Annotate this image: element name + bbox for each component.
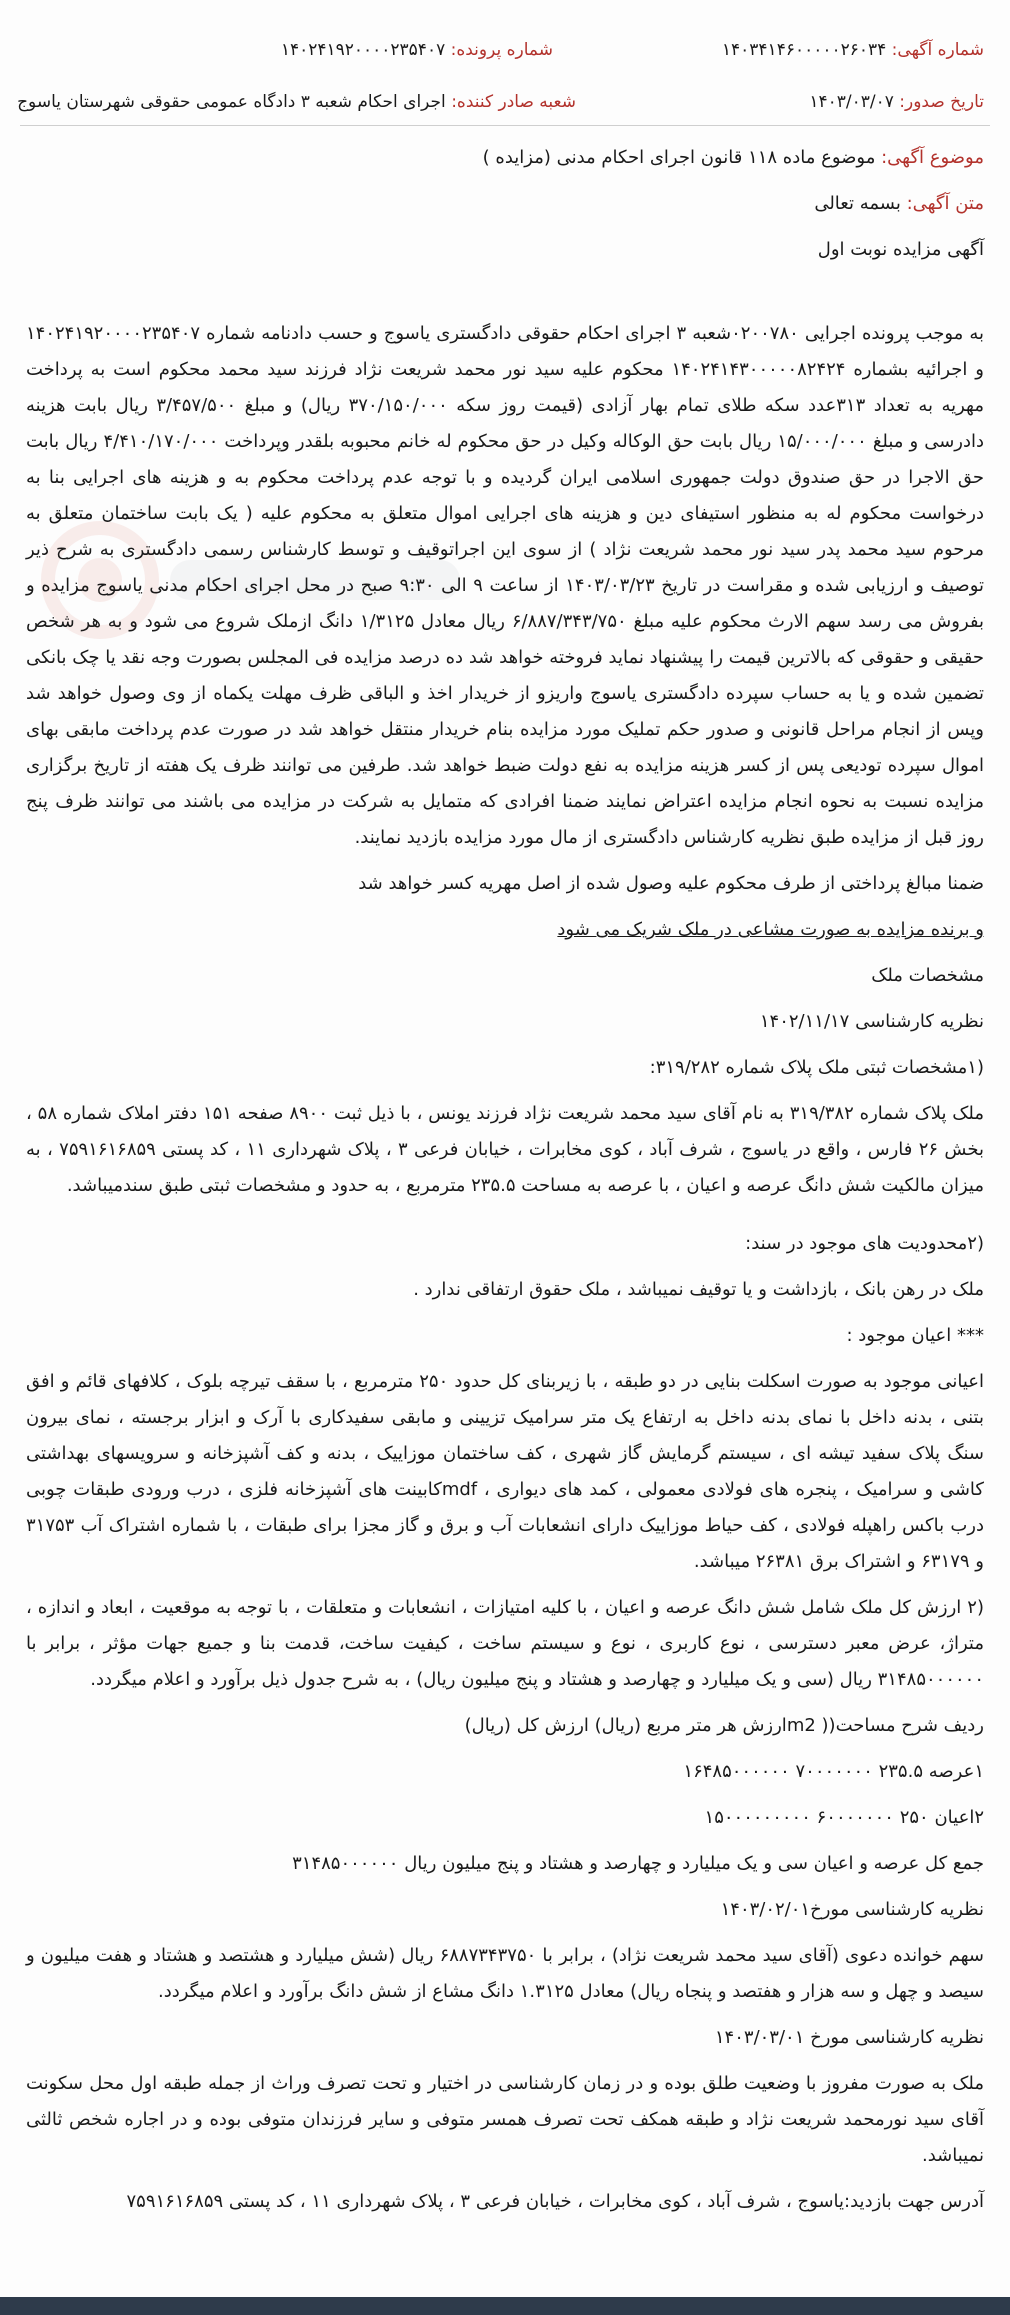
main-paragraph: به موجب پرونده اجرایی ۰۲۰۰۷۸۰شعبه ۳ اجرای احکام حقوقی دادگستری یاسوج و حسب دادنامه شماره ۱۴۰۲۴۱۹۲۰۰۰۰۲۳۵۴۰۷ و اجرائیه بشماره ۱۴۰۲۴۱۴۳۰۰۰۰۰۸۲۴۲۴ محکوم علیه سید نور محمد شریعت نژاد فرزند سید محمد محکوم است به پرداخت مهریه به تعداد ۳۱۳عدد سکه طلای تمام بهار آزادی (قیمت روز سکه ۳۷۰/۱۵۰/۰۰۰ ریال) و مبلغ ۳/۴۵۷/۵۰۰ ریال بابت هزینه دادرسی و مبلغ ۱۵/۰۰۰/۰۰۰ ریال بابت حق الوکاله وکیل در حق محکوم له خانم محبوبه بلقدر وپرداخت ۴/۴۱۰/۱۷۰/۰۰۰ ریال بابت حق الاجرا در حق صندوق دولت جمهوری اسلامی ایران گردیده و با توجه عدم پرداخت محکوم به و هزینه های اجرایی بنا به درخواست محکوم له به منظور استیفای دین و هزینه های اجرایی اموال متعلق به محکوم علیه ( یک بابت ساختمان متعلق به مرحوم سید محمد پدر سید نور محمد شریعت نژاد ) از سوی این اجراتوقیف و توسط کارشناس رسمی دادگستری به شرح ذیر توصیف و ارزیابی شده و مقراست در تاریخ ۱۴۰۳/۰۳/۲۳ از ساعت ۹ الی ۹:۳۰ صبح در محل اجرای احکام مدنی یاسوج مزایده و بفروش می رسد سهم الارث محکوم علیه مبلغ ۶/۸۸۷/۳۴۳/۷۵۰ ریال معادل ۱/۳۱۲۵ دانگ ازملک شروع می شود و به هر شخص حقیقی و حقوقی که بالاترین قیمت را پیشنهاد نماید فروخته خواهد شد ده درصد مزایده فی المجلس بصورت وجه نقد یا چک بانکی تضمین شده و یا به حساب سپرده دادگستری یاسوج واریزو از خریدار اخذ و الباقی ظرف مهلت یکماه از وی وصول خواهد شد وپس از انجام مراحل قانونی و صدور حکم تملیک مورد مزایده بنام خریدار منتقل خواهد شد در صورت عدم پرداخت مابقی بهای اموال سپرده تودیعی پس از کسر هزینه مزایده به نفع دولت ضبط خواهد شد. طرفین می توانند ظرف یک هفته از تاریخ برگزاری مزایده نسبت به نحوه انجام مزایده اعتراض نمایند ضمنا افرادی که متمایل به شرکت در مزایده می باشند می توانند ظرف پنج روز قبل از مزایده طبق نظریه کارشناس دادگستری از مال مورد مزایده بازدید نمایند. xyxy=(26,323,985,848)
property-specs-heading: مشخصات ملک xyxy=(871,965,984,986)
issuing-branch: شعبه صادر کننده: اجرای احکام شعبه ۳ دادگاه عمومی حقوقی شهرستان یاسوج xyxy=(17,92,576,112)
value-title: (۲ ارزش کل ملک شامل شش دانگ عرصه و اعیان ، با کلیه امتیازات ، انشعابات و متعلقات ، با توجه به موقعیت ، ابعاد و اندازه ، متراژ، عرض معبر دسترسی ، نوع کاربری ، نوع و سیستم ساخت ، کیفیت ساخت، قدمت بنا و جمیع جهات مؤثر ، برابر با ۳۱۴۸۵۰۰۰۰۰۰ ریال (سی و یک میلیارد و چهارصد و هشتاد و پنج میلیون ریال) ، به شرح جدول ذیل برآورد و اعلام میگردد. xyxy=(26,1597,984,1690)
expert-opinion-date-3: نظریه کارشناسی مورخ ۱۴۰۳/۰۳/۰۱ xyxy=(714,2027,984,2048)
subject-line: موضوع آگهی: موضوع ماده ۱۱۸ قانون اجرای احکام مدنی (مزایده ) xyxy=(482,147,984,168)
defendant-share: سهم خوانده دعوی (آقای سید محمد شریعت نژاد) ، برابر با ۶۸۸۷۳۴۳۷۵۰ ریال (شش میلیارد و هشتصد و هشتاد و هفت میلیون و سیصد و چهل و سه هزار و هفتصد و پنجاه ریال) معادل ۱.۳۱۲۵ دانگ مشاع از شش دانگ برآورد و اعلام میگردد. xyxy=(26,1945,984,2002)
visit-address: آدرس جهت بازدید:یاسوج ، شرف آباد ، کوی مخابرات ، خیابان فرعی ۳ ، پلاک شهرداری ۱۱ ، کد پستی ۷۵۹۱۶۱۶۸۵۹ xyxy=(126,2191,984,2212)
occupancy-text: ملک به صورت مفروز با وضعیت طلق بوده و در زمان کارشناسی در اختیار و تحت تصرف وراث از جمله طبقه اول محل سکونت آقای سید نورمحمد شریعت نژاد و طبقه همکف تحت تصرف همسر متوفی و سایر فرزندان متوفی بوده و در اجاره شخص ثالثی نمیباشد. xyxy=(26,2073,984,2166)
valuation-table-row: ۲اعیان ۲۵۰ ۶۰۰۰۰۰۰۰ ۱۵۰۰۰۰۰۰۰۰۰ xyxy=(704,1807,984,1828)
case-number: شماره پرونده: ۱۴۰۲۴۱۹۲۰۰۰۰۲۳۵۴۰۷ xyxy=(280,40,553,60)
restrictions-title: (۲محدودیت های موجود در سند: xyxy=(745,1233,984,1254)
shared-ownership-note: و برنده مزایده به صورت مشاعی در ملک شریک می شود xyxy=(557,919,984,940)
deduction-note: ضمنا مبالغ پرداختی از طرف محکوم علیه وصول شده از اصل مهریه کسر خواهد شد xyxy=(358,873,984,894)
body-intro-line: متن آگهی: بسمه تعالی xyxy=(814,193,984,214)
header-divider xyxy=(20,125,990,126)
expert-opinion-date-2: نظریه کارشناسی مورخ۱۴۰۳/۰۲/۰۱ xyxy=(720,1899,984,1920)
buildings-title: *** اعیان موجود : xyxy=(846,1325,984,1346)
page-bottom-bar xyxy=(0,2297,1010,2315)
auction-title: آگهی مزایده نوبت اول xyxy=(817,239,984,260)
notice-body xyxy=(26,140,984,2220)
buildings-text: اعیانی موجود به صورت اسکلت بنایی در دو طبقه ، با زیربنای کل حدود ۲۵۰ مترمربع ، با سقف تیرچه بلوک ، کلافهای قائم و افق بتنی ، بدنه داخل با نمای بدنه داخل به ارتفاع یک متر سرامیک تزیینی و مابقی سفیدکاری با آرک و ابزار برجسته ، نمای بیرون سنگ پلاک سفید تیشه ای ، سیستم گرمایش گاز شهری ، کف ساختمان موزاییک ، بدنه و کف آشپزخانه و سرویسهای بهداشتی کاشی و سرامیک ، پنجره های فولادی معمولی ، کمد های دیواری ، mdfکابینت های آشپزخانه فلزی ، درب ورودی طبقات چوبی درب باکس راهپله فولادی ، کف حیاط موزاییک دارای انشعابات آب و برق و گاز مجزا برای طبقات ، با شماره اشتراک آب ۳۱۷۵۳ و ۶۳۱۷۹ و اشتراک برق ۲۶۳۸۱ میباشد. xyxy=(26,1371,984,1572)
notice-number: شماره آگهی: ۱۴۰۳۴۱۴۶۰۰۰۰۰۲۶۰۳۴ xyxy=(721,40,984,60)
valuation-table-header: ردیف شرح مساحت(( m2ارزش هر متر مربع (ریال) ارزش کل (ریال) xyxy=(464,1715,984,1736)
valuation-table-total: جمع کل عرصه و اعیان سی و یک میلیارد و چهارصد و هشتاد و پنج میلیون ریال ۳۱۴۸۵۰۰۰۰۰۰ xyxy=(292,1853,984,1874)
registration-title: (۱مشخصات ثبتی ملک پلاک شماره ۳۱۹/۲۸۲: xyxy=(649,1057,984,1078)
issue-date: تاریخ صدور: ۱۴۰۳/۰۳/۰۷ xyxy=(809,92,984,112)
valuation-table-row: ۱عرصه ۲۳۵.۵ ۷۰۰۰۰۰۰۰ ۱۶۴۸۵۰۰۰۰۰۰ xyxy=(683,1761,984,1782)
notice-header xyxy=(0,0,1010,125)
expert-opinion-date-1: نظریه کارشناسی ۱۴۰۲/۱۱/۱۷ xyxy=(759,1011,984,1032)
registration-text: ملک پلاک شماره ۳۱۹/۳۸۲ به نام آقای سید محمد شریعت نژاد فرزند یونس ، با ذیل ثبت ۸۹۰۰ صفحه ۱۵۱ دفتر املاک شماره ۵۸ ، بخش ۲۶ فارس ، واقع در یاسوج ، شرف آباد ، کوی مخابرات ، خیابان فرعی ۳ ، پلاک شهرداری ۱۱ ، کد پستی ۷۵۹۱۶۱۶۸۵۹ ، به میزان مالکیت شش دانگ عرصه و اعیان ، با عرصه به مساحت ۲۳۵.۵ مترمربع ، به حدود و مشخصات ثبتی طبق سندمیباشد. xyxy=(26,1103,985,1196)
restrictions-text: ملک در رهن بانک ، بازداشت و یا توقیف نمیباشد ، ملک حقوق ارتفاقی ندارد . xyxy=(413,1279,984,1300)
